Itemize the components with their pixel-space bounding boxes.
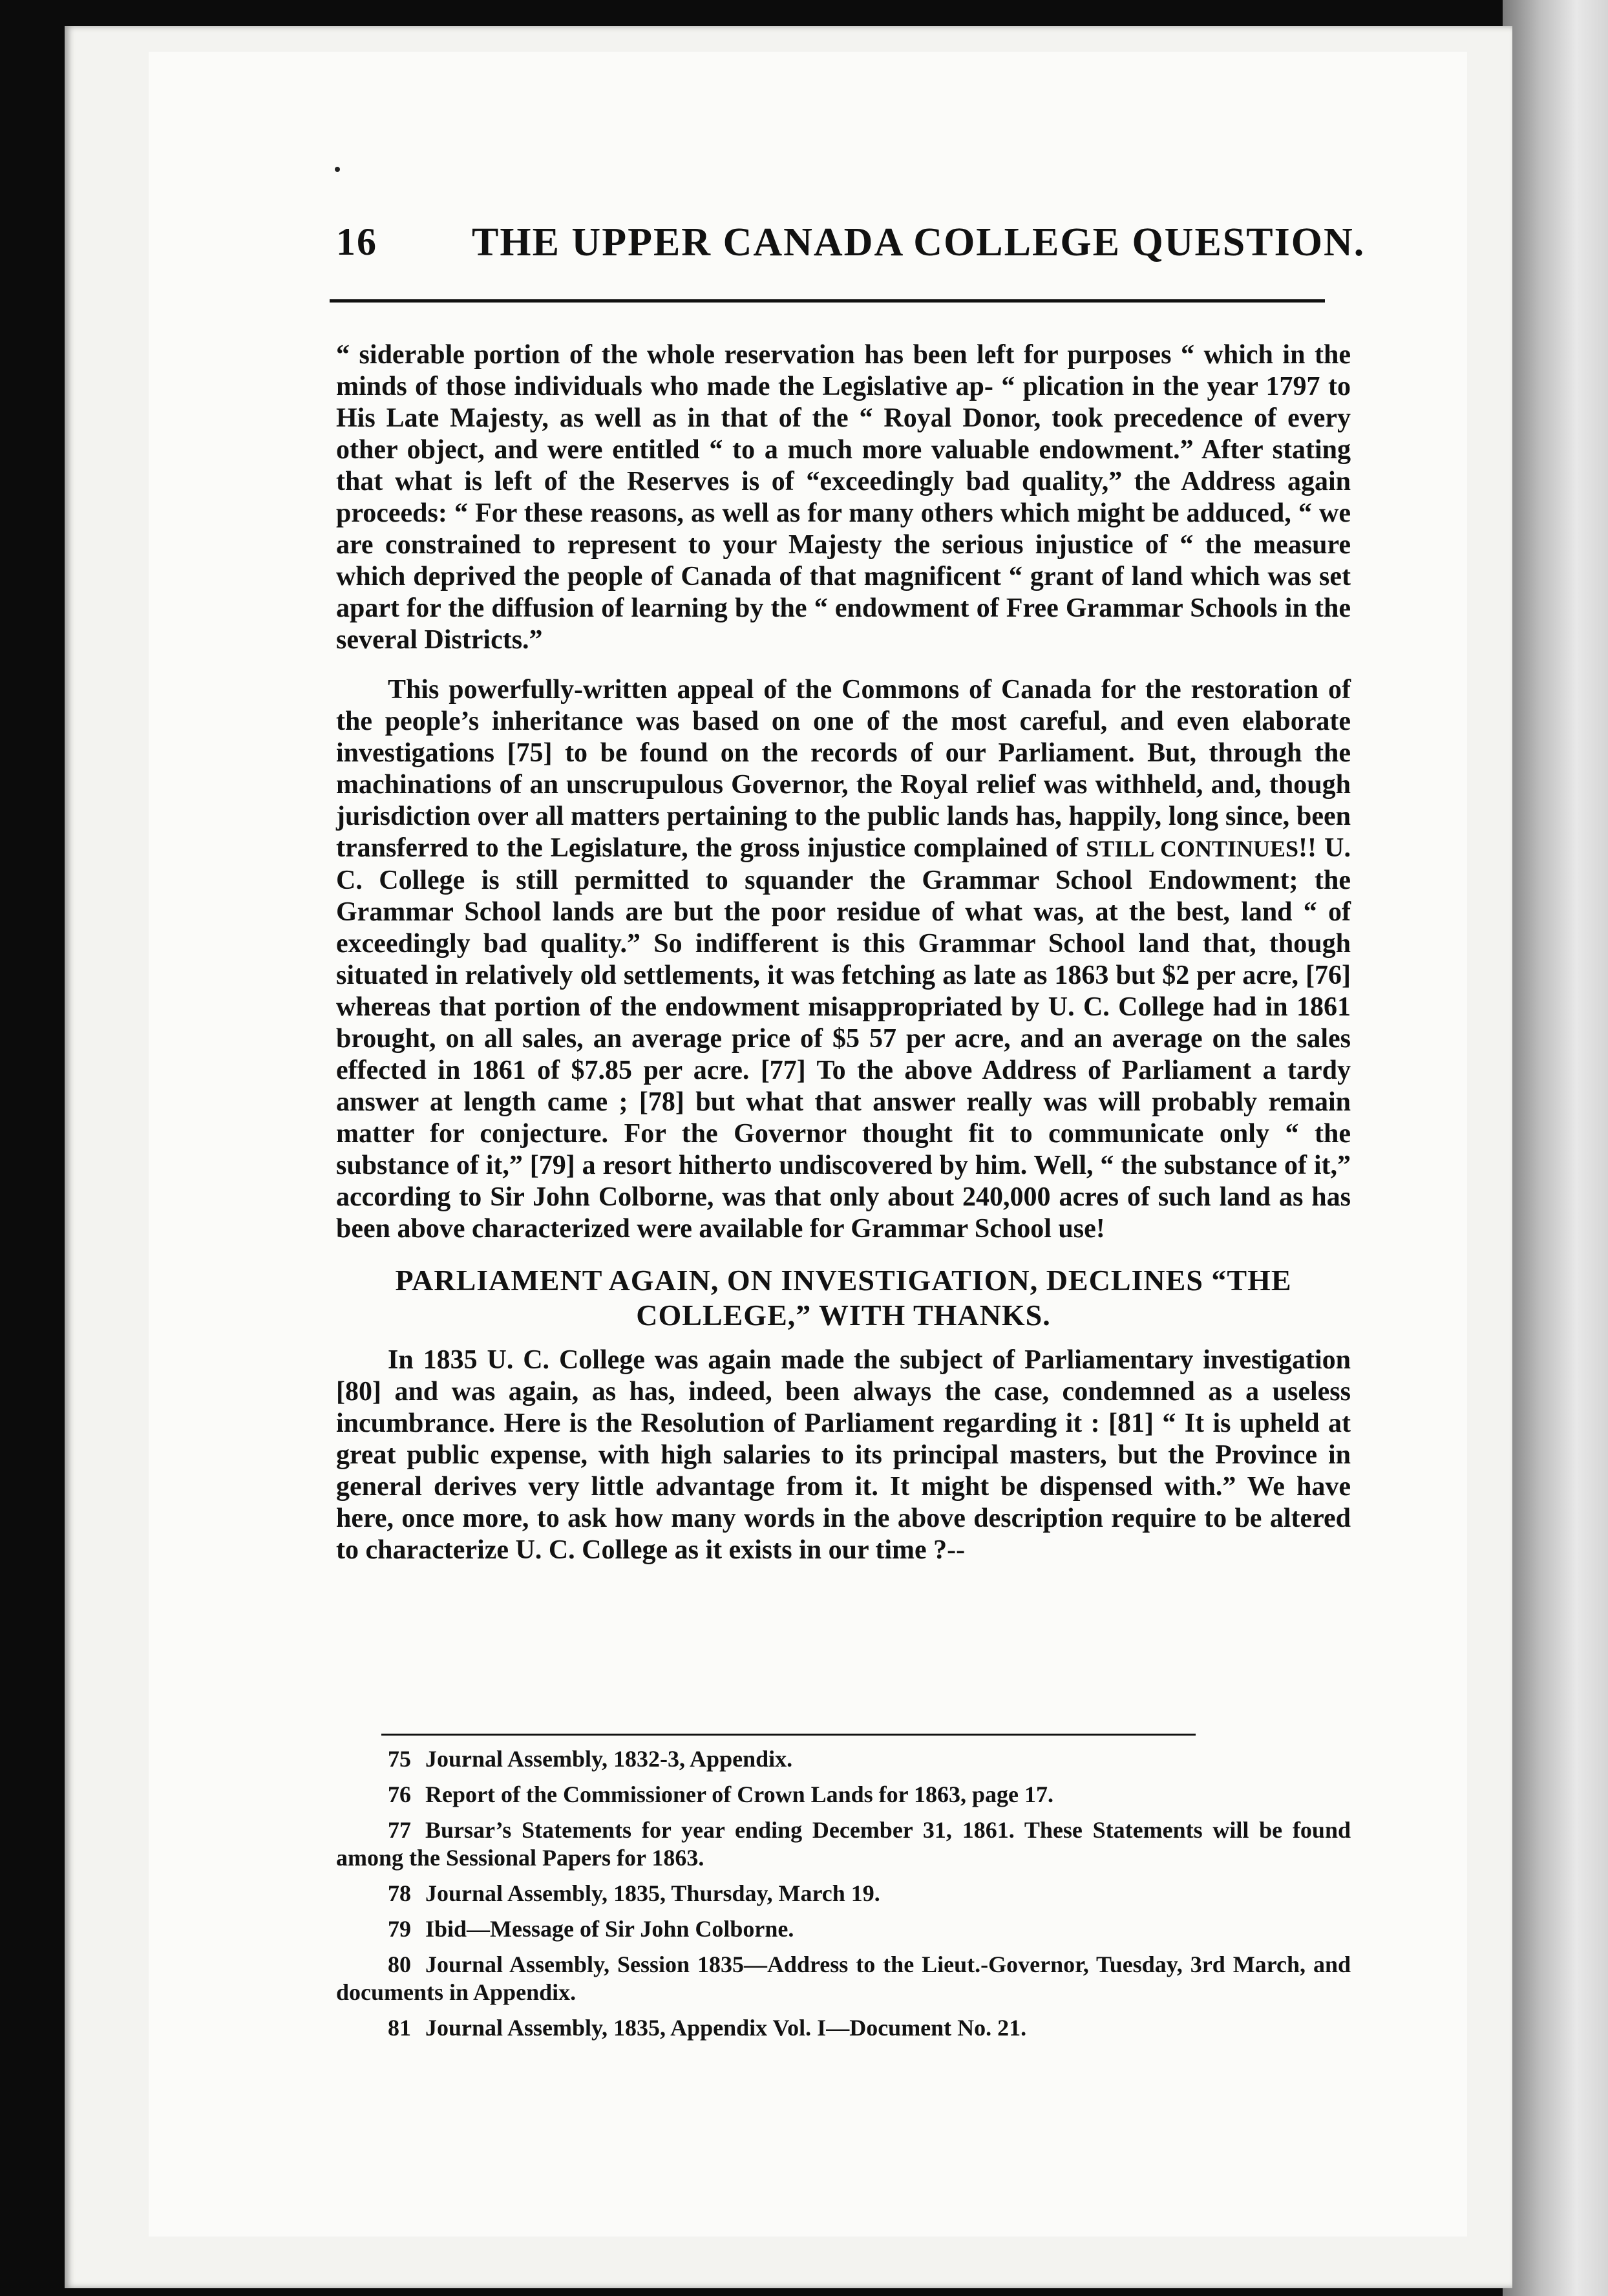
paragraph-gap: [336, 656, 1351, 674]
appeal-paragraph-text-2: !! U. C. College is still permitted to squander the Grammar School Endowment; the Grammar School lands are but the poor residue of what was, at the best, land “ of exceedingly bad quality.” So indifferent is this Grammar School land that, though situated in relatively old settlements, it was fetching as late as 1863 but $2 per acre, [76] whereas that portion of the endowment misappropriated by U. C. College had in 1861 brought, on all sales, an average price of $5 57 per acre, and an average on the sales effected in 1861 of $7.85 per acre. [77] To the above Address of Parliament a tardy answer at length came ; [78] but what that answer really was will probably remain matter for conjecture. For the Governor thought fit to communicate only “ the substance of it,” [79] a resort hitherto undiscovered by him. Well, “ the substance of it,” according to Sir John Colborne, was that only about 240,000 acres of such land as has been above characterized were available for Grammar School use!: [336, 833, 1351, 1244]
footnote-78: [336, 1880, 1351, 1908]
footnote-text: Bursar’s Statements for year ending December 31, 1861. These Statements will be found among the Sessional Papers for 1863.: [336, 1817, 1351, 1871]
header-rule: [330, 299, 1325, 303]
footnote-number: 80: [388, 1951, 411, 1977]
appeal-paragraph-text-1: This powerfully-written appeal of the Commons of Canada for the restoration of the people’s inheritance was based on one of the most careful, and even elaborate investigations [75] to be found on the records of our Parliament. But, through the machinations of an unscrupulous Governor, the Royal relief was withheld, and, though jurisdiction over all matters pertaining to the public lands has, happily, long since, been transferred to the Legislature, the gross injustice complained of: [336, 675, 1351, 863]
footnote-number: 78: [388, 1880, 411, 1906]
investigation-paragraph: In 1835 U. C. College was again made the subject of Parliamentary investigation [80] and was again, as has, indeed, been always the case, condemned as a useless incumbrance. Here is the Resolution of Parliament regarding it : [81] “ It is upheld at great public expense, with high salaries to its principal masters, but the Province in general derives very little advantage from it. It might be dispensed with.” We have here, once more, to ask how many words in the above description require to be altered to characterize U. C. College as it exists in our time ?--: [336, 1345, 1351, 1565]
body-text: [336, 339, 1351, 1566]
running-header: [336, 220, 1383, 271]
quoted-address-paragraph: “ siderable portion of the whole reservation has been left for purposes “ which in the minds of those individuals who made the Legislative ap- “ plication in the year 1797 to His Late Majesty, as well as in that of the “ Royal Donor, took precedence of every other object, and were entitled “ to a much more valuable endowment.” After stating that what is left of the Reserves is of “exceedingly bad quality,” the Address again proceeds: “ For these reasons, as well as for many others which might be adduced, “ we are constrained to represent to your Majesty the serious injustice of “ the measure which deprived the people of Canada of that magnificent “ grant of land which was set apart for the diffusion of learning by the “ endowment of Free Grammar Schools in the several Districts.”: [336, 340, 1351, 655]
footnote-81: [336, 2014, 1351, 2042]
footnote-number: 77: [388, 1817, 411, 1843]
footnote-text: Journal Assembly, 1832-3, Appendix.: [425, 1746, 793, 1772]
footnote-number: 81: [388, 2015, 411, 2041]
footnote-text: Journal Assembly, Session 1835—Address to the Lieut.-Governor, Tuesday, 3rd March, and documents in Appendix.: [336, 1951, 1351, 2005]
footnote-text: Report of the Commissioner of Crown Lands for 1863, page 17.: [425, 1781, 1053, 1807]
footnote-rule: [381, 1734, 1196, 1736]
footnotes: [336, 1745, 1351, 2050]
footnote-number: 79: [388, 1916, 411, 1942]
appeal-paragraph: [336, 674, 1351, 1245]
footnote-80: [336, 1951, 1351, 2006]
footnote-77: [336, 1816, 1351, 1872]
running-title: THE UPPER CANADA COLLEGE QUESTION.: [472, 220, 1366, 264]
section-subheading: PARLIAMENT AGAIN, ON INVESTIGATION, DECLINES “THE COLLEGE,” WITH THANKS.: [395, 1264, 1292, 1332]
footnote-number: 76: [388, 1781, 411, 1807]
footnote-text: Journal Assembly, 1835, Thursday, March 19.: [425, 1880, 880, 1906]
footnote-75: [336, 1745, 1351, 1773]
footnote-text: Journal Assembly, 1835, Appendix Vol. I—Document No. 21.: [425, 2015, 1027, 2041]
adjacent-page-edge: [1503, 0, 1608, 2296]
page-number: 16: [336, 220, 377, 263]
footnote-76: [336, 1781, 1351, 1809]
footnote-number: 75: [388, 1746, 411, 1772]
footnote-text: Ibid—Message of Sir John Colborne.: [425, 1916, 794, 1942]
footnote-79: [336, 1915, 1351, 1943]
scan-speck: [335, 167, 340, 172]
still-continues-emphasis: STILL CONTINUES: [1086, 836, 1299, 862]
